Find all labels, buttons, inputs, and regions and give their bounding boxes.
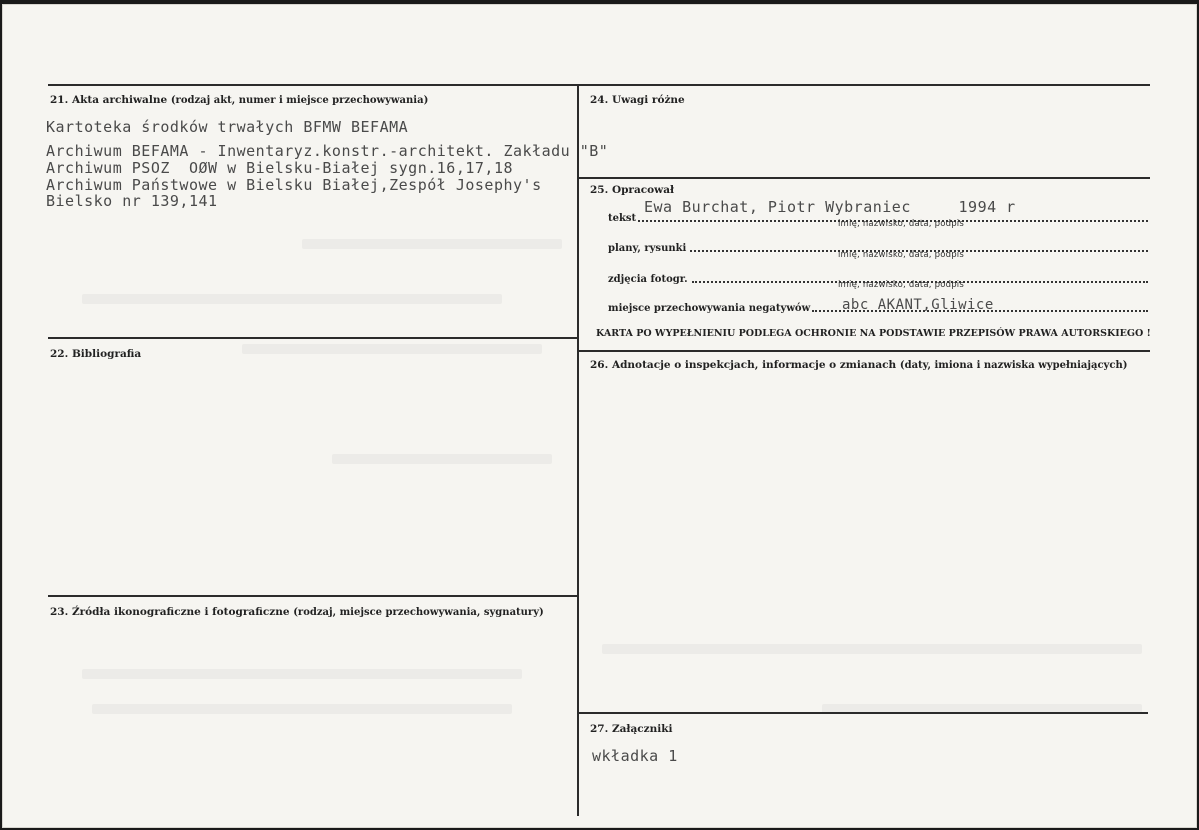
field-26-number: 26. [590, 359, 609, 371]
field-26-label [590, 359, 1127, 371]
field-21-line-3: Archiwum PSOZ OØW w Bielsku-Białej sygn.16,17,18 [46, 159, 514, 177]
field-22-title: Bibliografia [71, 348, 142, 360]
bleed-through-mark [92, 704, 512, 714]
copyright-warning: KARTA PO WYPEŁNIENIU PODLEGA OCHRONIE NA PODSTAWIE PRZEPISÓW PRAWA AUTORSKIEGO ! [596, 328, 1151, 339]
field-23-hint: (rodzaj, miejsce przechowywania, sygnatury) [293, 607, 544, 618]
field-25-number: 25. [590, 184, 609, 196]
field-25-negatywy-value: abc AKANT,Gliwice [842, 297, 994, 313]
field-27-label [590, 723, 673, 735]
field-25-tekst-value: Ewa Burchat, Piotr Wybraniec 1994 r [644, 198, 1016, 216]
field-23-number: 23. [50, 606, 69, 618]
top-rule [48, 84, 1150, 86]
field-21-hint: (rodzaj akt, numer i miejsce przechowywania) [170, 95, 429, 106]
field-27-number: 27. [590, 723, 609, 735]
field-25-plany-label: plany, rysunki [608, 243, 687, 254]
field-21-line-1: Kartoteka środków trwałych BFMW BEFAMA [46, 118, 409, 136]
field-24-label [590, 94, 685, 106]
rule-27 [579, 712, 1148, 714]
rule-24-25 [579, 177, 1150, 179]
field-24-number: 24. [590, 94, 609, 106]
bleed-through-mark [242, 344, 542, 354]
center-divider [577, 84, 579, 816]
rule-21-22 [48, 337, 577, 339]
bleed-through-mark [332, 454, 552, 464]
field-22-label [50, 348, 141, 360]
field-25-zdjecia-label: zdjęcia fotogr. [608, 274, 688, 285]
field-25-title: Opracował [611, 184, 675, 196]
field-26-hint: (daty, imiona i nazwiska wypełniających) [899, 360, 1128, 371]
field-25-tekst-caption: imię, nazwisko, data, podpis [838, 219, 964, 229]
bleed-through-mark [82, 669, 522, 679]
field-25-label [590, 184, 674, 196]
field-21-line-4: Archiwum Państwowe w Bielsku Białej,Zespół Josephy's [46, 176, 542, 194]
field-21-line-5: Bielsko nr 139,141 [46, 192, 218, 210]
field-25-plany-caption: imię, nazwisko, data, podpis [838, 250, 964, 260]
bleed-through-mark [302, 239, 562, 249]
field-23-label [50, 606, 544, 618]
inventory-card [2, 4, 1197, 828]
field-27-value: wkładka 1 [592, 747, 678, 765]
field-21-number: 21. [50, 94, 69, 106]
rule-23 [48, 595, 577, 597]
rule-25-26 [579, 350, 1150, 352]
field-25-negatywy-label: miejsce przechowywania negatywów [608, 303, 811, 314]
field-24-title: Uwagi różne [611, 94, 685, 106]
field-27-title: Załączniki [611, 723, 673, 735]
field-25-zdjecia-caption: imię, nazwisko, data, podpis [838, 280, 964, 290]
field-21-title: Akta archiwalne [71, 94, 168, 106]
field-25-tekst-label: tekst [608, 213, 637, 224]
field-22-number: 22. [50, 348, 69, 360]
field-21-line-2: Archiwum BEFAMA - Inwentaryz.konstr.-architekt. Zakładu "B" [46, 142, 609, 160]
field-21-label [50, 94, 428, 106]
bleed-through-mark [82, 294, 502, 304]
field-26-title: Adnotacje o inspekcjach, informacje o zmianach [611, 359, 897, 371]
field-23-title: Źródła ikonograficzne i fotograficzne [71, 606, 290, 618]
bleed-through-mark [602, 644, 1142, 654]
